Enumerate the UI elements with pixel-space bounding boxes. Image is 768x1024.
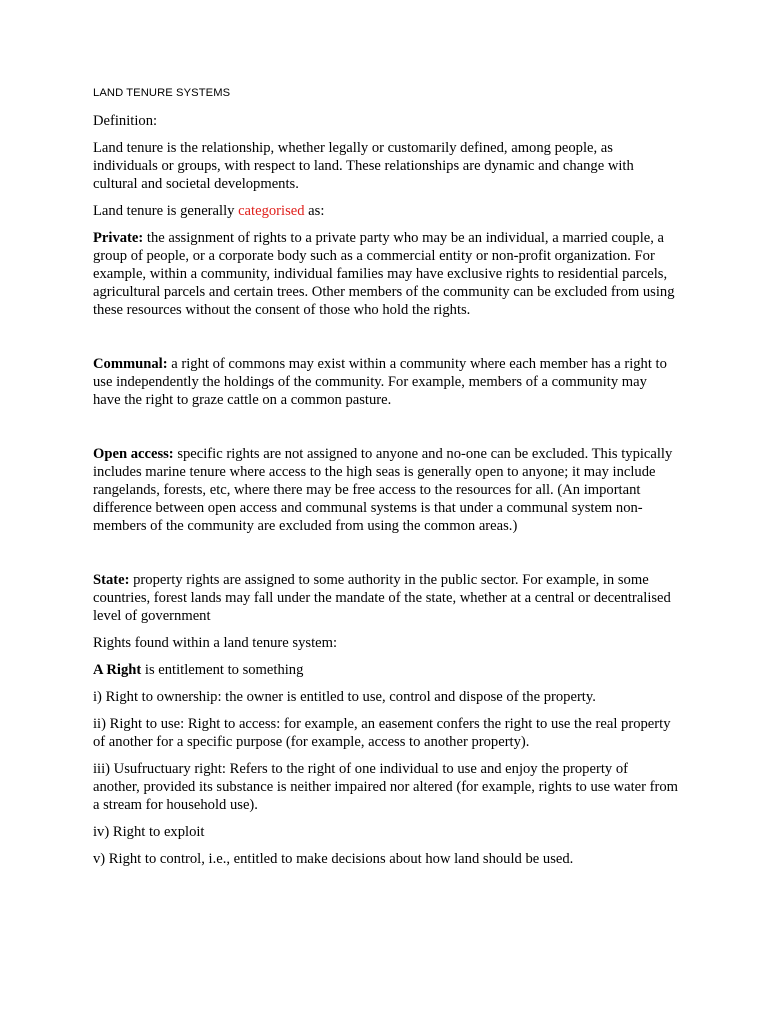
- categorised-paragraph: [93, 202, 678, 220]
- right-exploit: iv) Right to exploit: [93, 824, 205, 840]
- category-state: [93, 571, 678, 625]
- definition-label: Definition:: [93, 113, 158, 129]
- categorised-word: categorised: [238, 203, 305, 219]
- category-term: State:: [93, 572, 130, 588]
- categorised-post: as:: [304, 203, 325, 219]
- category-term: Open access:: [93, 446, 174, 462]
- right-use: ii) Right to use: Right to access: for example, an easement confers the right to use the real property of another for a specific purpose (for example, access to another property).: [93, 716, 671, 750]
- category-private: [93, 229, 678, 319]
- category-open-access: [93, 445, 678, 535]
- category-text: a right of commons may exist within a community where each member has a right to use independently the holdings of the community. For example, members of a community may have the right to graze cattle on a common pasture.: [93, 356, 667, 408]
- document-title: LAND TENURE SYSTEMS: [93, 87, 231, 99]
- definition-paragraph: Land tenure is the relationship, whether legally or customarily defined, among people, as individuals or groups, with respect to land. These relationships are dynamic and change with cultural and societal developments.: [93, 140, 634, 192]
- rights-intro: Rights found within a land tenure system:: [93, 635, 338, 651]
- spacer: [93, 418, 678, 445]
- spacer: [93, 328, 678, 355]
- document-body: [93, 86, 678, 877]
- spacer: [93, 544, 678, 571]
- category-text: property rights are assigned to some authority in the public sector. For example, in some countries, forest lands may fall under the mandate of the state, whether at a central or decentralised level of government: [93, 572, 671, 624]
- right-usufructuary: iii) Usufructuary right: Refers to the right of one individual to use and enjoy the property of another, provided its substance is neither impaired nor altered (for example, rights to use water from a stream for household use).: [93, 761, 679, 813]
- category-text: the assignment of rights to a private party who may be an individual, a married couple, a group of people, or a corporate body such as a commercial entity or non-profit organization. For example, within a community, individual families may have exclusive rights to residential parcels, agricultural parcels and certain trees. Other members of the community can be excluded from using these resources without the consent of those who hold the rights.: [93, 230, 675, 318]
- a-right-paragraph: [93, 661, 678, 679]
- category-text: specific rights are not assigned to anyone and no-one can be excluded. This typically includes marine tenure where access to the high seas is generally open to anyone; it may include rangelands, forests, etc, where there may be free access to the resources for all. (An important difference between open access and communal systems is that under a communal system non-members of the community are excluded from using the common areas.): [93, 446, 673, 534]
- category-term: Private:: [93, 230, 144, 246]
- categorised-pre: Land tenure is generally: [93, 203, 239, 219]
- right-control: v) Right to control, i.e., entitled to make decisions about how land should be used.: [93, 851, 574, 867]
- a-right-text: is entitlement to something: [141, 662, 304, 678]
- category-communal: [93, 355, 678, 409]
- a-right-term: A Right: [93, 662, 142, 678]
- category-term: Communal:: [93, 356, 168, 372]
- right-ownership: i) Right to ownership: the owner is entitled to use, control and dispose of the property.: [93, 689, 596, 705]
